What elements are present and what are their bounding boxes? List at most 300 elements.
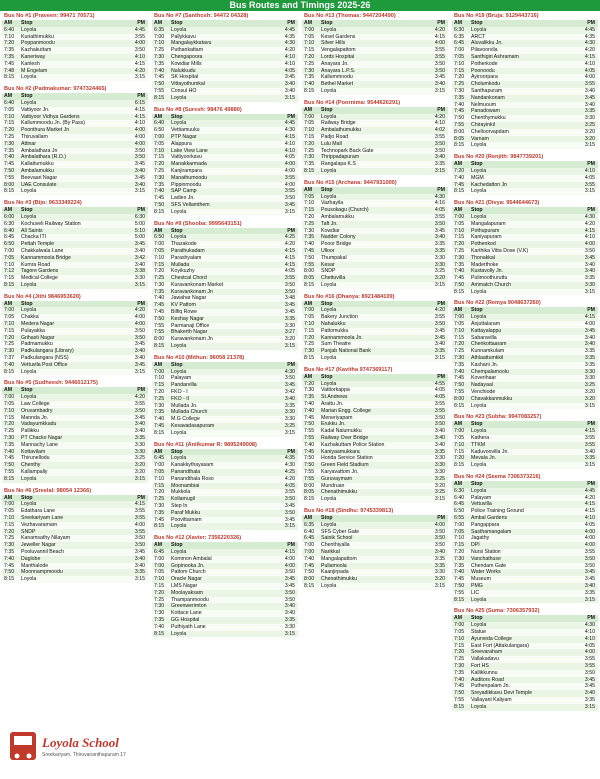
pm-time: 3:45 [284,302,295,309]
am-time: 7:40 [304,81,315,88]
stop-name: Parmanaji Office [171,322,210,329]
am-time: 6:40 [4,227,15,234]
table-header-row [302,515,448,522]
am-time: 7:30 [304,67,315,74]
am-time: 8:15 [4,475,15,482]
stop-name: Pandarvilla [171,382,197,389]
table-row [302,442,448,449]
am-time: 7:45 [4,562,15,569]
table-row [152,590,298,597]
header-pm: PM [287,361,295,368]
bus-title: Bus No #7 (Santhosh: 94472 04328) [154,13,249,19]
table-row [2,275,148,282]
table-row [2,221,148,228]
header-pm: PM [137,300,145,307]
am-time: 7:30 [4,348,15,355]
stop-name: PT Chacko Nagar [21,435,63,442]
am-time: 7:45 [4,455,15,462]
am-time: 7:05 [4,508,15,515]
table-row [2,401,148,408]
am-time: 6:00 [4,213,15,220]
table-header-row [2,495,148,502]
stop-name: Koverihaar [471,375,497,382]
pm-time: 3:25 [434,475,445,482]
stop-name: Kommon Ambalal [171,555,212,562]
table-row [2,282,148,289]
table-row [2,415,148,422]
bus-route-table [152,107,298,216]
stop-name: Kazhakuttam Police Station [321,441,385,448]
table-row [452,34,598,41]
pm-time: 4:00 [134,133,145,140]
pm-time: 3:30 [284,416,295,423]
stop-name: Loyola [321,521,337,528]
stop-name: Chenthiyalla [321,542,350,549]
table-row [302,496,448,503]
pm-time: 3:35 [584,348,595,355]
stop-name: Kadal Nalumukku [321,428,362,435]
am-time: 7:50 [154,201,165,208]
am-time: 7:00 [154,555,165,562]
am-time: 6:50 [154,127,165,134]
stop-name: Puliamoola [321,562,347,569]
pm-time: 3:25 [284,423,295,430]
table-header-row [452,421,598,428]
pm-time: 4:00 [584,74,595,81]
am-time: 7:20 [304,140,315,147]
am-time: 7:20 [4,528,15,535]
pm-time: 4:05 [434,207,445,214]
am-time: 8:15 [4,576,15,583]
table-header-row [152,20,298,27]
table-body [2,501,148,583]
pm-time: 4:15 [134,113,145,120]
table-header-row [302,301,448,308]
header-pm: PM [137,207,145,214]
pm-time: 3:15 [584,188,595,195]
table-row [452,341,598,348]
stop-name: Kesar [321,261,335,268]
pm-time: 3:30 [434,462,445,469]
table-row [452,597,598,604]
table-row [152,382,298,389]
am-time: 7:40 [4,448,15,455]
table-row [2,182,148,189]
pm-time: 3:55 [284,174,295,181]
table-row [452,95,598,102]
am-time: 7:50 [304,569,315,576]
table-row [2,522,148,529]
pm-time: 4:20 [284,241,295,248]
header-stop: Stop [471,161,483,168]
table-row [152,154,298,161]
pm-time: 3:35 [434,555,445,562]
am-time: 7:55 [304,428,315,435]
table-row [2,435,148,442]
stop-name: Loyola [21,99,37,106]
table-row [152,234,298,241]
table-row [452,369,598,376]
pm-time: 3:40 [284,87,295,94]
am-time: 7:30 [454,355,465,362]
table-row [302,401,448,408]
am-time: 7:45 [454,181,465,188]
table-row [152,134,298,141]
am-time: 7:30 [4,435,15,442]
table-row [2,335,148,342]
stop-name: Loyola [321,380,337,387]
stop-name: Kollamugil [171,496,195,503]
pm-time: 3:55 [584,548,595,555]
table-row [152,483,298,490]
pm-time: 4:15 [584,227,595,234]
am-time: 7:15 [304,133,315,140]
am-time: 7:20 [454,548,465,555]
pm-time: 3:20 [584,128,595,135]
stop-name: Loyola [321,26,337,33]
table-row [452,569,598,576]
am-time: 7:35 [154,509,165,516]
stop-name: Ayurveda College [471,635,512,642]
bus-route-table [452,474,598,603]
stop-name: Vadayumkkadu [21,421,57,428]
pm-time: 3:40 [134,348,145,355]
table-row [2,307,148,314]
am-time: 7:15 [154,261,165,268]
table-row [302,335,448,342]
table-row [302,47,448,54]
table-row [2,501,148,508]
am-time: 7:10 [454,60,465,67]
stop-name: Kochuveli Railway Station [21,220,81,227]
pm-time: 4:15 [284,548,295,555]
pm-time: 3:45 [584,94,595,101]
table-row [302,455,448,462]
bus-title: Bus No #25 (Suma: 7306357932) [454,608,540,615]
pm-time: 3:15 [284,429,295,436]
stop-name: Loyola [471,314,487,321]
pm-time: 4:35 [284,33,295,40]
stop-name: Athlaattumkkil [471,355,504,362]
pm-time: 4:35 [584,33,595,40]
pm-time: 3:50 [284,281,295,288]
pm-time: 3:40 [284,610,295,617]
pm-time: 6:30 [134,213,145,220]
am-time: 7:55 [304,261,315,268]
table-row [452,389,598,396]
am-time: 7:25 [154,47,165,54]
bus-route-table [302,508,448,590]
pm-time: 3:50 [434,421,445,428]
pm-time: 4:15 [584,314,595,321]
pm-time: 3:55 [134,528,145,535]
am-time: 7:25 [154,395,165,402]
am-time: 8:00 [454,128,465,135]
stop-name: Ambal Gardens [471,515,508,521]
stop-name: Chelloorvapdam [471,128,509,135]
table-row [152,631,298,638]
stop-name: Loyola [171,368,187,375]
table-row [2,168,148,175]
table-row [452,403,598,410]
pm-time: 3:55 [284,188,295,195]
stop-name: Loyola [471,213,487,220]
pm-time: 3:55 [134,401,145,408]
pm-time: 4:15 [584,508,595,515]
am-time: 7:35 [454,361,465,368]
pm-time: 3:25 [434,268,445,275]
am-time: 7:10 [4,515,15,521]
table-row [452,442,598,449]
am-time: 7:15 [4,275,15,282]
am-time: 7:00 [454,428,465,435]
stop-name: Loyola [321,496,337,503]
stop-name: SNDP [21,528,36,535]
am-time: 6:45 [304,535,315,542]
bus-route-table [302,180,448,289]
stop-name: Varnam [471,135,489,142]
pm-time: 4:15 [434,33,445,40]
table-header-row [2,93,148,100]
am-time: 8:15 [454,188,465,195]
header-am: AM [304,106,313,113]
table-row [152,289,298,296]
pm-time: 3:35 [434,241,445,248]
table-row [452,27,598,34]
am-time: 7:35 [304,74,315,81]
table-body [302,522,448,590]
bus-title: Bus No #21 (Divya: 9544644673) [454,200,540,207]
am-time: 7:10 [154,254,165,261]
stop-name: Loyola [21,188,37,195]
am-time: 7:00 [154,133,165,140]
am-time: 8:00 [304,576,315,583]
pm-time: 3:30 [134,448,145,455]
pm-time: 3:30 [584,375,595,382]
am-time: 7:20 [304,380,315,387]
stop-name: Rangalapa K.S [321,161,356,168]
table-row [452,81,598,88]
am-time: 7:55 [454,389,465,396]
table-body [2,27,148,81]
stop-name: Loyola [321,87,337,94]
table-row [2,421,148,428]
am-time: 7:50 [304,254,315,261]
table-row [302,522,448,529]
table-row [2,394,148,401]
table-row [2,74,148,81]
pm-time: 3:40 [434,234,445,241]
stop-name: Mukkola [171,489,191,496]
bus-route-table [152,221,298,350]
pm-time: 3:45 [434,327,445,334]
stop-name: Fort HS [471,662,489,669]
am-time: 7:10 [304,127,315,134]
pm-time: 4:00 [134,140,145,147]
am-time: 7:30 [154,402,165,409]
table-row [302,68,448,75]
header-am: AM [4,93,13,100]
stop-name: Manathumoodu [171,174,208,181]
am-time: 7:35 [154,616,165,623]
table-row [2,161,148,168]
stop-name: Kowdiar [321,227,340,234]
table-row [452,649,598,656]
am-time: 8:00 [304,268,315,275]
am-time: 7:15 [454,448,465,455]
pm-time: 4:00 [134,127,145,134]
table-row [452,501,598,508]
pm-time: 6:15 [134,99,145,106]
header-pm: PM [137,494,145,501]
pm-time: 3:35 [584,355,595,362]
table-row [452,168,598,175]
pm-time: 3:20 [434,576,445,583]
stop-name: Kesavadasapuram [171,423,215,430]
table-row [2,321,148,328]
bus-route-table [452,154,598,195]
pm-time: 3:15 [584,402,595,409]
table-row [452,663,598,670]
pm-time: 3:45 [584,676,595,683]
table-row [452,455,598,462]
stop-name: Vattiorkappa [321,387,350,394]
table-header-row [2,20,148,27]
pm-time: 3:45 [134,361,145,368]
table-row [2,408,148,415]
am-time: 7:10 [454,441,465,448]
am-time: 7:40 [454,174,465,181]
logo-name: Loyola School [42,735,119,750]
pm-time: 3:15 [284,343,295,350]
stop-name: Edathara Lane [21,508,56,515]
pm-time: 3:50 [434,67,445,74]
stop-name: Vazhayila [321,200,344,207]
table-row [452,362,598,369]
bus-title: Bus No #6 (Sreelal: 98054 12366) [4,487,92,494]
stop-name: Beevaari Nagar [21,174,58,181]
am-time: 7:20 [4,421,15,428]
pm-time: 5:00 [134,220,145,227]
pm-time: 4:10 [584,515,595,521]
table-row [302,415,448,422]
am-time: 7:15 [454,542,465,549]
pm-time: 3:30 [434,261,445,268]
table-body [302,27,448,95]
bus-route-table [302,367,448,503]
header-am: AM [154,542,163,549]
pm-time: 4:05 [284,268,295,275]
am-time: 6:40 [154,120,165,127]
stop-name: Pangappara [471,521,500,528]
pm-time: 4:20 [134,394,145,401]
stop-name: Auditors Road [471,676,504,683]
stop-name: Loyola [21,576,37,583]
table-row [152,61,298,68]
table-row [452,68,598,75]
am-time: 7:35 [4,548,15,555]
bus-route-table [2,380,148,482]
stop-name: Ladies Jn. [171,195,195,202]
pm-time: 4:30 [584,213,595,220]
am-time: 6:35 [304,521,315,528]
am-time: 7:25 [454,656,465,663]
table-row [452,234,598,241]
pm-time: 3:40 [434,441,445,448]
pm-time: 3:55 [134,33,145,40]
am-time: 7:20 [154,589,165,596]
pm-time: 3:50 [284,375,295,382]
am-time: 6:45 [4,234,15,241]
am-time: 7:45 [454,683,465,690]
header-stop: Stop [471,615,483,622]
table-row [302,148,448,155]
pm-time: 3:15 [134,281,145,288]
am-time: 7:45 [154,423,165,430]
table-row [152,583,298,590]
stop-name: PTP Nagar [171,133,197,140]
table-row [452,462,598,469]
pm-time: 4:15 [284,261,295,268]
header-stop: Stop [471,207,483,214]
header-stop: Stop [21,300,33,307]
pm-time: 3:35 [434,448,445,455]
stop-name: Museum [471,576,491,583]
am-time: 7:10 [4,321,15,328]
header-pm: PM [587,20,595,26]
table-row [452,435,598,442]
stop-name: Kathera [471,435,490,442]
am-time: 7:05 [454,321,465,328]
stop-name: Kanamsathy Nilayam [21,535,71,542]
am-time: 8:15 [304,582,315,589]
stop-name: SFS Vellamthem [171,201,210,208]
table-body [452,488,598,604]
am-time: 7:35 [454,562,465,569]
stop-name: SFS Cyber Gate [321,528,360,535]
pm-time: 3:30 [284,322,295,329]
table-row [152,161,298,168]
am-time: 7:55 [304,435,315,442]
table-row [452,136,598,143]
pm-time: 3:30 [584,281,595,288]
header-pm: PM [437,106,445,113]
am-time: 7:30 [4,140,15,147]
stop-name: Thumpakal [321,254,347,261]
stop-name: Kanjirampara [171,167,202,174]
stop-name: Consul HO [171,87,197,94]
am-time: 7:45 [154,309,165,316]
pm-time: 4:00 [584,535,595,542]
am-time: 7:25 [304,220,315,227]
pm-time: 3:50 [434,220,445,227]
pm-time: 4:10 [134,53,145,60]
am-time: 7:15 [454,642,465,649]
am-time: 7:25 [454,81,465,88]
pm-time: 3:50 [434,60,445,67]
pm-time: 3:35 [434,562,445,569]
table-row [302,328,448,335]
header-am: AM [4,20,13,26]
am-time: 7:20 [454,455,465,462]
am-time: 7:05 [454,628,465,635]
am-time: 7:15 [304,47,315,54]
table-row [152,556,298,563]
stop-name: Meneriyapam [321,414,353,421]
am-time: 7:35 [154,60,165,67]
stop-name: Chettuvilla [321,275,346,282]
stop-name: Poovittarnam [171,516,202,523]
